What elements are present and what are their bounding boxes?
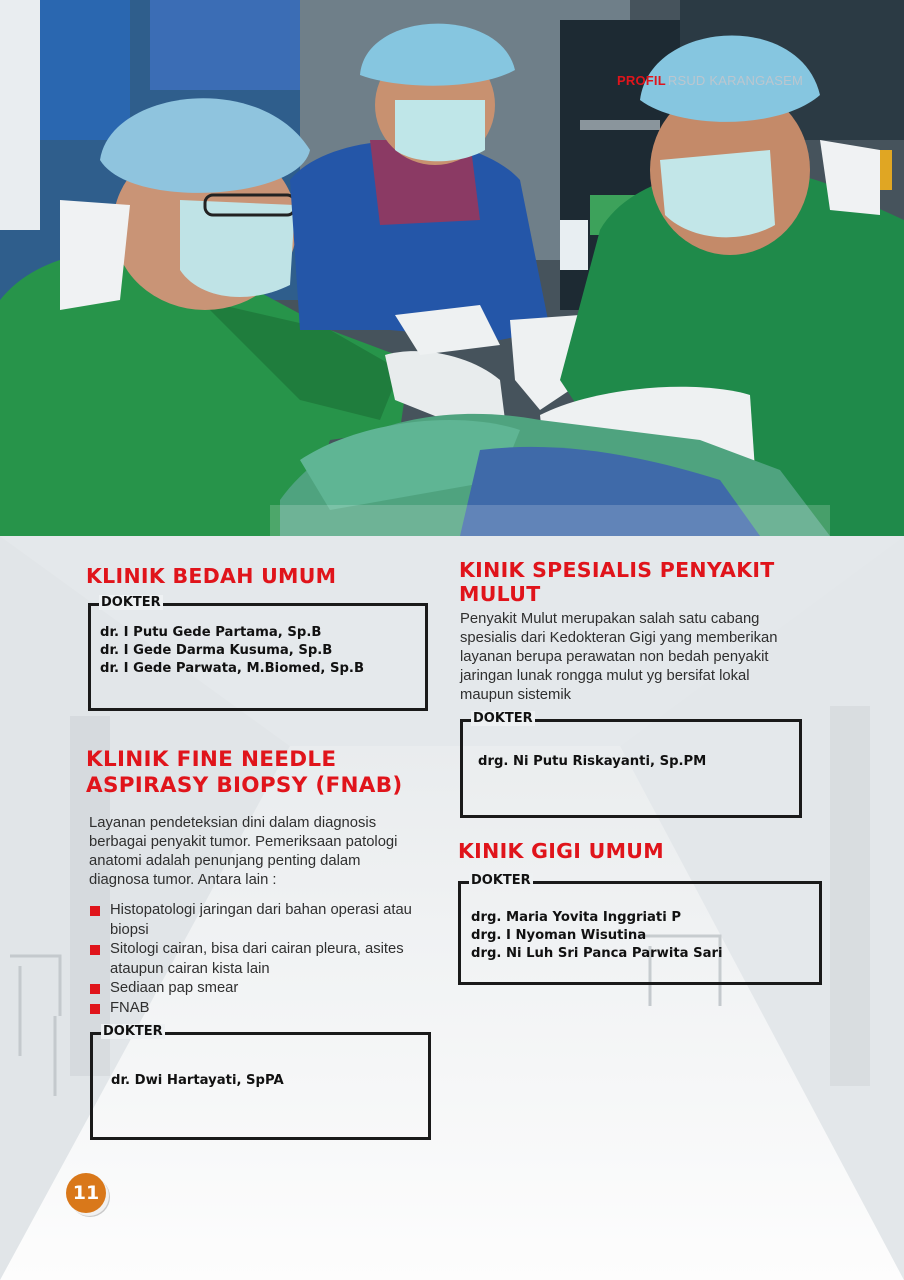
penyakit-mulut-doctor-box [460,711,802,818]
description-line: Penyakit Mulut merupakan salah satu cabang [460,611,760,627]
bedah-umum-title: KLINIK BEDAH UMUM [86,564,337,588]
doctor-name: drg. Ni Luh Sri Panca Parwita Sari [471,946,723,961]
doctor-name: dr. I Gede Parwata, M.Biomed, Sp.B [100,661,364,676]
list-item [90,940,430,979]
page-number-badge: 11 [66,1173,106,1213]
penyakit-mulut-title-line2: MULUT [459,582,541,606]
fnab-doctor-label: DOKTER [103,1024,163,1039]
gigi-umum-doctor-box [458,873,822,985]
fnab-title-line2: ASPIRASY BIOPSY (FNAB) [86,773,403,798]
description-line: Layanan pendeteksian dini dalam diagnosis [89,815,377,831]
list-item-text: ataupun cairan kista lain [110,960,270,977]
doctor-name: dr. Dwi Hartayati, SpPA [111,1073,284,1088]
bedah-doctor-box [88,595,428,711]
running-head-hospital: RSUD KARANGASEM [667,73,804,88]
list-item-text: Histopatologi jaringan dari bahan operasi atau [110,902,412,918]
description-line: diagnosa tumor. Antara lain : [89,872,277,888]
penyakit-mulut-description [460,610,777,705]
list-item-text: Sitologi cairan, bisa dari cairan pleura, asites [110,941,404,957]
bullet-square-icon [90,984,100,994]
bullet-square-icon [90,945,100,955]
gigi-umum-title: KINIK GIGI UMUM [458,839,664,863]
list-item [90,999,430,1019]
bullet-square-icon [90,1004,100,1014]
bedah-doctor-list [100,624,364,678]
description-line: anatomi adalah penunjang penting dalam [89,853,361,869]
fnab-doctor-list [111,1072,284,1090]
description-line: layanan berupa perawatan non bedah penyakit [460,649,769,665]
penyakit-mulut-title-line1: KINIK SPESIALIS PENYAKIT [459,558,775,582]
description-line: jaringan lunak rongga mulut yg bersifat lokal [460,668,750,684]
fnab-doctor-box [90,1024,431,1140]
surgery-photo [0,0,904,536]
bullet-square-icon [90,906,100,916]
fnab-title-line1: KLINIK FINE NEEDLE [86,747,337,772]
doctor-name: dr. I Gede Darma Kusuma, Sp.B [100,643,333,658]
doctor-name: drg. Ni Putu Riskayanti, Sp.PM [478,754,707,769]
bedah-doctor-label: DOKTER [101,595,161,610]
fnab-description [89,814,397,890]
list-item-text: biopsi [110,921,149,938]
penyakit-mulut-title [459,558,775,606]
doctor-name: dr. I Putu Gede Partama, Sp.B [100,625,322,640]
list-item-text: Sediaan pap smear [110,980,239,996]
running-head [617,73,803,88]
doctor-name: drg. Maria Yovita Inggriati P [471,910,682,925]
list-item [90,901,430,940]
description-line: maupun sistemik [460,687,572,703]
list-item [90,979,430,999]
gigi-umum-doctor-list [471,909,723,963]
running-head-section: PROFIL [617,73,666,88]
description-line: berbagai penyakit tumor. Pemeriksaan patologi [89,834,398,850]
doctor-name: drg. I Nyoman Wisutina [471,928,647,943]
penyakit-mulut-doctor-label: DOKTER [473,711,533,726]
gigi-umum-doctor-label: DOKTER [471,873,531,888]
fnab-title [86,747,403,799]
description-line: spesialis dari Kedokteran Gigi yang memberikan [460,630,778,646]
fnab-item-list [90,901,430,1018]
list-item-text: FNAB [110,999,150,1016]
penyakit-mulut-doctor-list [478,753,706,771]
